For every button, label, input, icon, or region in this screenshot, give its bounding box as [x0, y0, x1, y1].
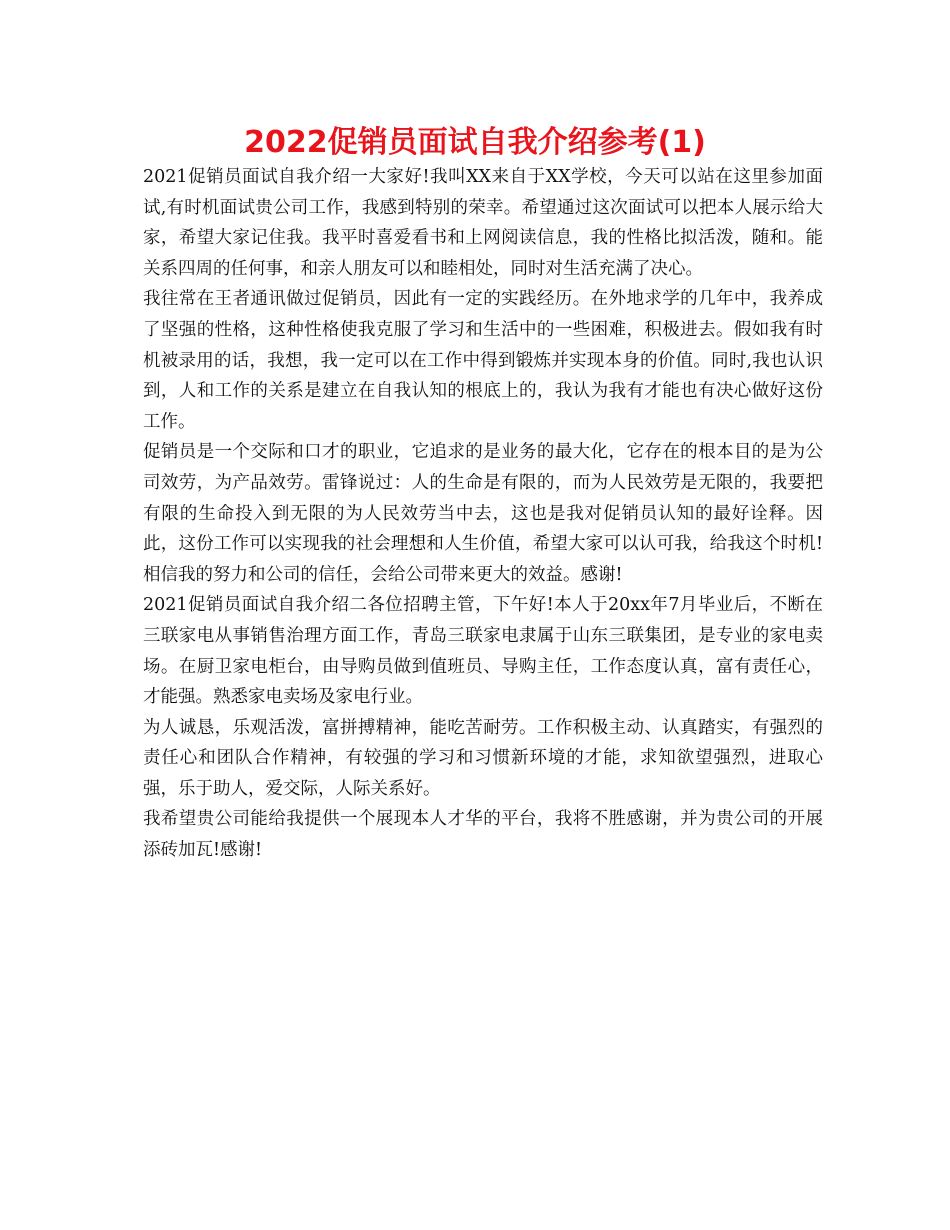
paragraph-3: 促销员是一个交际和口才的职业，它追求的是业务的最大化，它存在的根本目的是为公司效劳，为产品效劳。雷锋说过：人的生命是有限的，而为人民效劳是无限的，我要把有限的生命投入到无限的为人民效劳当中去，这也是我对促销员认知的最好诠释。因此，这份工作可以实现我的社会理想和人生价值，希望大家可以认可我，给我这个时机!相信我的努力和公司的信任，会给公司带来更大的效益。感谢!: [143, 442, 823, 585]
paragraph-6: 我希望贵公司能给我提供一个展现本人才华的平台，我将不胜感谢，并为贵公司的开展添砖加瓦!感谢!: [143, 809, 823, 861]
paragraph-4: 2021促销员面试自我介绍二各位招聘主管，下午好!本人于20xx年7月毕业后，不断在三联家电从事销售治理方面工作，青岛三联家电隶属于山东三联集团，是专业的家电卖场。在厨卫家电柜台，由导购员做到值班员、导购主任，工作态度认真，富有责任心，才能强。熟悉家电卖场及家电行业。: [143, 595, 823, 708]
paragraph-1: 2021促销员面试自我介绍一大家好!我叫XX来自于XX学校，今天可以站在这里参加面试,有时机面试贵公司工作，我感到特别的荣幸。希望通过这次面试可以把本人展示给大家，希望大家记住我。我平时喜爱看书和上网阅读信息，我的性格比拟活泼，随和。能关系四周的任何事，和亲人朋友可以和睦相处，同时对生活充满了决心。: [143, 167, 823, 279]
page-title: 2022促销员面试自我介绍参考(1): [244, 125, 706, 160]
document-body: [143, 162, 823, 866]
paragraph-5: 为人诚恳，乐观活泼，富拼搏精神，能吃苦耐劳。工作积极主动、认真踏实，有强烈的责任心和团队合作精神，有较强的学习和习惯新环境的才能，求知欲望强烈，进取心强，乐于助人，爱交际，人际关系好。: [143, 717, 823, 799]
paragraph-2: 我往常在王者通讯做过促销员，因此有一定的实践经历。在外地求学的几年中，我养成了坚强的性格，这种性格使我克服了学习和生活中的一些困难，积极进去。假如我有时机被录用的话，我想，我一定可以在工作中得到锻炼并实现本身的价值。同时,我也认识到，人和工作的关系是建立在自我认知的根底上的，我认为我有才能也有决心做好这份工作。: [143, 289, 823, 432]
